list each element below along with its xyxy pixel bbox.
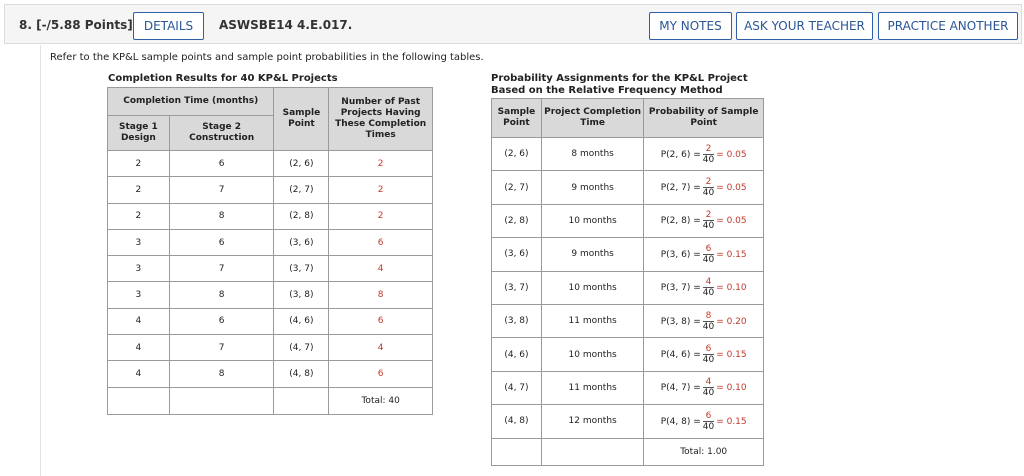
table2-caption-line2: Based on the Relative Frequency Method (491, 85, 723, 96)
fraction-denominator: 40 (702, 288, 715, 299)
question-number: 8. [-/5.88 Points] (19, 18, 133, 32)
probability-expression (660, 344, 747, 366)
completion-time-cell: 10 months (541, 204, 644, 237)
probability-cell (644, 338, 764, 371)
probability-expression (660, 177, 747, 199)
probability-result: = 0.05 (716, 183, 747, 194)
stage1-cell: 4 (108, 361, 170, 387)
sample-point-cell: (4, 8) (492, 405, 542, 438)
completion-results-table (107, 87, 433, 415)
probability-label: P(3, 7) = (660, 283, 701, 294)
table-row (108, 361, 433, 387)
col-completion-time: Project Completion Time (541, 99, 644, 138)
sample-point-cell: (4, 7) (492, 371, 542, 404)
probability-expression (660, 143, 747, 165)
table-row (108, 151, 433, 177)
fraction-denominator: 40 (702, 254, 715, 265)
stage1-cell: 3 (108, 256, 170, 282)
probability-fraction (703, 377, 714, 398)
stage1-cell: 3 (108, 282, 170, 308)
table-row (492, 271, 764, 304)
fraction-numerator: 2 (703, 177, 714, 188)
probability-cell (644, 271, 764, 304)
fraction-denominator: 40 (702, 221, 715, 232)
practice-another-button[interactable]: PRACTICE ANOTHER (878, 12, 1018, 40)
sample-point-cell: (3, 7) (274, 256, 329, 282)
probability-fraction (703, 244, 714, 265)
probability-fraction (703, 177, 714, 198)
sample-point-cell: (3, 8) (492, 304, 542, 337)
stage1-cell: 2 (108, 177, 170, 203)
completion-time-cell: 10 months (541, 338, 644, 371)
table-row (492, 438, 764, 465)
stage2-cell: 6 (169, 308, 274, 334)
total-cell: Total: 40 (329, 387, 433, 414)
fraction-numerator: 4 (703, 277, 714, 288)
stage2-cell: 8 (169, 361, 274, 387)
probability-result: = 0.10 (716, 383, 747, 394)
table-row (492, 338, 764, 371)
table-row (108, 308, 433, 334)
table-row (108, 335, 433, 361)
probability-cell (644, 171, 764, 204)
fraction-denominator: 40 (702, 355, 715, 366)
probability-fraction (703, 210, 714, 231)
probability-label: P(2, 8) = (660, 216, 701, 227)
total-cell: Total: 1.00 (644, 438, 764, 465)
empty-cell (541, 438, 644, 465)
probability-label: P(4, 6) = (660, 350, 701, 361)
table-row (108, 203, 433, 229)
probability-label: P(2, 6) = (660, 149, 701, 160)
project-count-cell: 6 (329, 361, 433, 387)
intro-text: Refer to the KP&L sample points and sample point probabilities in the following tables. (50, 52, 484, 63)
table-row (492, 371, 764, 404)
table-row (108, 229, 433, 255)
fraction-denominator: 40 (702, 421, 715, 432)
probability-fraction (703, 311, 714, 332)
probability-expression (660, 410, 747, 432)
fraction-numerator: 4 (703, 377, 714, 388)
table-row (108, 387, 433, 414)
sample-point-cell: (2, 7) (492, 171, 542, 204)
table-row (492, 138, 764, 171)
probability-label: P(4, 7) = (660, 383, 701, 394)
completion-time-cell: 12 months (541, 405, 644, 438)
fraction-numerator: 6 (703, 244, 714, 255)
fraction-denominator: 40 (702, 388, 715, 399)
probability-cell (644, 238, 764, 271)
probability-result: = 0.15 (716, 416, 747, 427)
sample-point-cell: (2, 8) (274, 203, 329, 229)
question-header (4, 4, 1022, 44)
fraction-denominator: 40 (702, 188, 715, 199)
project-count-cell: 6 (329, 308, 433, 334)
project-count-cell: 2 (329, 203, 433, 229)
probability-cell (644, 371, 764, 404)
project-count-cell: 6 (329, 229, 433, 255)
empty-cell (492, 438, 542, 465)
sample-point-cell: (3, 6) (274, 229, 329, 255)
sample-point-cell: (2, 8) (492, 204, 542, 237)
probability-expression (660, 243, 747, 265)
sample-point-cell: (3, 8) (274, 282, 329, 308)
completion-time-group-header: Completion Time (months) (108, 88, 274, 116)
table-row (492, 238, 764, 271)
sample-point-cell: (4, 6) (274, 308, 329, 334)
project-count-cell: 4 (329, 256, 433, 282)
table-row (108, 177, 433, 203)
col-sample-point: Sample Point (492, 99, 542, 138)
fraction-numerator: 6 (703, 411, 714, 422)
probability-result: = 0.15 (716, 249, 747, 260)
table-row (108, 256, 433, 282)
empty-cell (274, 387, 329, 414)
ask-teacher-button[interactable]: ASK YOUR TEACHER (736, 12, 873, 40)
completion-time-cell: 8 months (541, 138, 644, 171)
probability-fraction (703, 277, 714, 298)
probability-fraction (703, 144, 714, 165)
probability-cell (644, 204, 764, 237)
sample-point-cell: (3, 7) (492, 271, 542, 304)
probability-result: = 0.15 (716, 350, 747, 361)
stage2-cell: 8 (169, 282, 274, 308)
completion-time-cell: 11 months (541, 304, 644, 337)
col-number-projects: Number of Past Projects Having These Completion Times (329, 88, 433, 151)
sample-point-cell: (4, 7) (274, 335, 329, 361)
probability-expression (660, 377, 747, 399)
fraction-numerator: 6 (703, 344, 714, 355)
col-stage1: Stage 1 Design (108, 116, 170, 151)
probability-result: = 0.20 (716, 316, 747, 327)
probability-cell (644, 405, 764, 438)
completion-time-cell: 10 months (541, 271, 644, 304)
table-row (108, 282, 433, 308)
probability-label: P(4, 8) = (660, 416, 701, 427)
probability-label: P(2, 7) = (660, 183, 701, 194)
my-notes-button[interactable]: MY NOTES (649, 12, 732, 40)
sample-point-cell: (3, 6) (492, 238, 542, 271)
stage1-cell: 2 (108, 203, 170, 229)
sample-point-cell: (2, 7) (274, 177, 329, 203)
fraction-numerator: 8 (703, 311, 714, 322)
table-row (492, 304, 764, 337)
fraction-denominator: 40 (702, 321, 715, 332)
probability-assignments-table (491, 98, 764, 466)
project-count-cell: 2 (329, 151, 433, 177)
project-count-cell: 8 (329, 282, 433, 308)
stage2-cell: 6 (169, 229, 274, 255)
table2-caption (491, 73, 748, 97)
sample-point-cell: (4, 6) (492, 338, 542, 371)
stage1-cell: 4 (108, 308, 170, 334)
probability-fraction (703, 344, 714, 365)
sample-point-cell: (2, 6) (274, 151, 329, 177)
probability-result: = 0.10 (716, 283, 747, 294)
table1-caption: Completion Results for 40 KP&L Projects (108, 73, 338, 84)
stage1-cell: 3 (108, 229, 170, 255)
fraction-numerator: 2 (703, 210, 714, 221)
probability-expression (660, 210, 747, 232)
stage2-cell: 7 (169, 256, 274, 282)
completion-time-cell: 9 months (541, 238, 644, 271)
empty-cell (169, 387, 274, 414)
stage2-cell: 7 (169, 335, 274, 361)
completion-time-cell: 11 months (541, 371, 644, 404)
project-count-cell: 4 (329, 335, 433, 361)
stage2-cell: 6 (169, 151, 274, 177)
content-divider (40, 45, 41, 476)
fraction-denominator: 40 (702, 154, 715, 165)
probability-cell (644, 304, 764, 337)
probability-result: = 0.05 (716, 216, 747, 227)
probability-fraction (703, 411, 714, 432)
table-row (492, 204, 764, 237)
probability-label: P(3, 8) = (660, 316, 701, 327)
stage2-cell: 8 (169, 203, 274, 229)
stage2-cell: 7 (169, 177, 274, 203)
probability-cell (644, 138, 764, 171)
sample-point-cell: (4, 8) (274, 361, 329, 387)
fraction-numerator: 2 (703, 144, 714, 155)
project-count-cell: 2 (329, 177, 433, 203)
sample-point-cell: (2, 6) (492, 138, 542, 171)
table-row (492, 405, 764, 438)
col-sample-point: Sample Point (274, 88, 329, 151)
table-row (492, 171, 764, 204)
probability-expression (660, 277, 747, 299)
stage1-cell: 4 (108, 335, 170, 361)
probability-label: P(3, 6) = (660, 249, 701, 260)
col-stage2: Stage 2 Construction (169, 116, 274, 151)
details-button[interactable]: DETAILS (133, 12, 204, 40)
question-code: ASWSBE14 4.E.017. (219, 18, 353, 32)
col-probability: Probability of Sample Point (644, 99, 764, 138)
completion-time-cell: 9 months (541, 171, 644, 204)
stage1-cell: 2 (108, 151, 170, 177)
probability-expression (660, 310, 747, 332)
empty-cell (108, 387, 170, 414)
table2-caption-line1: Probability Assignments for the KP&L Project (491, 73, 748, 84)
probability-result: = 0.05 (716, 149, 747, 160)
